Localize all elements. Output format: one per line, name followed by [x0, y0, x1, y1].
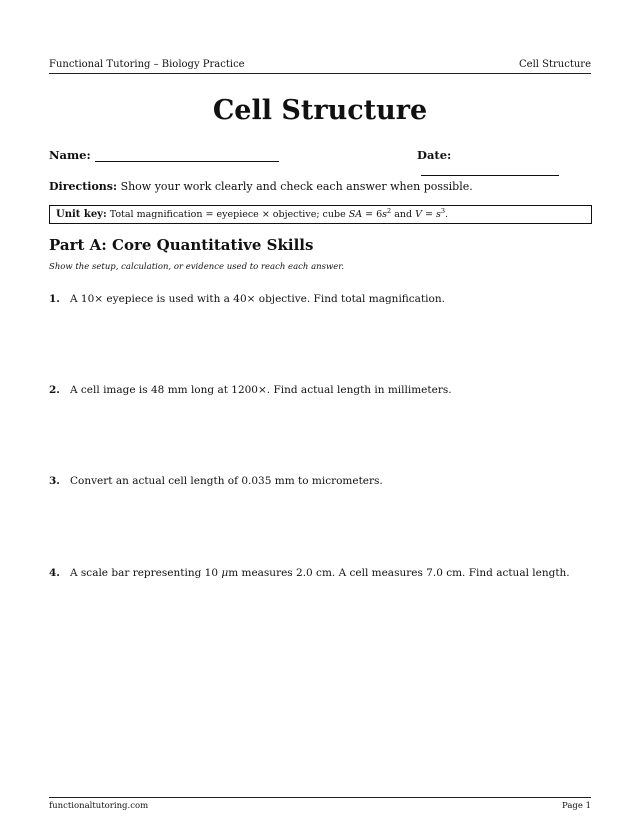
question-number: 2.	[49, 384, 60, 396]
question-number: 3.	[49, 475, 60, 487]
directions	[49, 180, 591, 194]
part-a-subtitle: Show the setup, calculation, or evidence used to reach each answer.	[49, 262, 345, 272]
unit-key-sa-eq: = 6	[362, 209, 383, 220]
footer-page-number: Page 1	[562, 801, 591, 811]
unit-key-box	[49, 205, 592, 224]
question-text: Convert an actual cell length of 0.035 mm to micrometers.	[70, 475, 383, 487]
name-field	[49, 148, 279, 162]
name-label: Name:	[49, 148, 91, 162]
unit-key-v-exp: 3	[440, 207, 446, 215]
question-text: A 10× eyepiece is used with a 40× objective. Find total magnification.	[70, 293, 445, 305]
question-text-after: m measures 2.0 cm. A cell measures 7.0 cm. Find actual length.	[228, 567, 570, 579]
directions-lead: Directions:	[49, 180, 118, 193]
unit-key-sa-s: s	[382, 209, 388, 220]
micro-symbol: μ	[221, 567, 229, 579]
unit-key-v-var: V	[415, 209, 422, 220]
worksheet-page	[49, 0, 591, 828]
unit-key-lead: Unit key:	[56, 209, 107, 220]
unit-key-and: and	[394, 209, 413, 220]
running-footer	[49, 797, 591, 811]
unit-key-sa-exp: 2	[387, 207, 392, 215]
unit-key-v-eq: =	[422, 209, 436, 220]
unit-key-text: Total magnification = eyepiece × objective; cube	[109, 209, 346, 220]
date-field	[417, 148, 591, 176]
directions-text: Show your work clearly and check each answer when possible.	[120, 180, 473, 193]
question-text-before: A scale bar representing 10	[70, 567, 222, 579]
header-course-title: Functional Tutoring – Biology Practice	[49, 59, 245, 70]
name-blank-line[interactable]	[95, 150, 279, 162]
footer-website: functionaltutoring.com	[49, 801, 149, 811]
name-date-row	[49, 148, 591, 164]
question-number: 1.	[49, 293, 60, 305]
question-text: A cell image is 48 mm long at 1200×. Find actual length in millimeters.	[70, 384, 452, 396]
question-text	[70, 566, 570, 580]
question-number: 4.	[49, 567, 60, 579]
date-label: Date:	[417, 148, 452, 162]
page-title: Cell Structure	[212, 95, 428, 126]
unit-key-v-s: s	[436, 209, 441, 220]
date-blank-line[interactable]	[421, 164, 559, 176]
part-a-heading: Part A: Core Quantitative Skills	[49, 236, 314, 254]
header-topic: Cell Structure	[519, 59, 591, 70]
unit-key-sa-var: SA	[348, 209, 363, 220]
unit-key-end: .	[445, 209, 449, 220]
running-header	[49, 58, 591, 74]
